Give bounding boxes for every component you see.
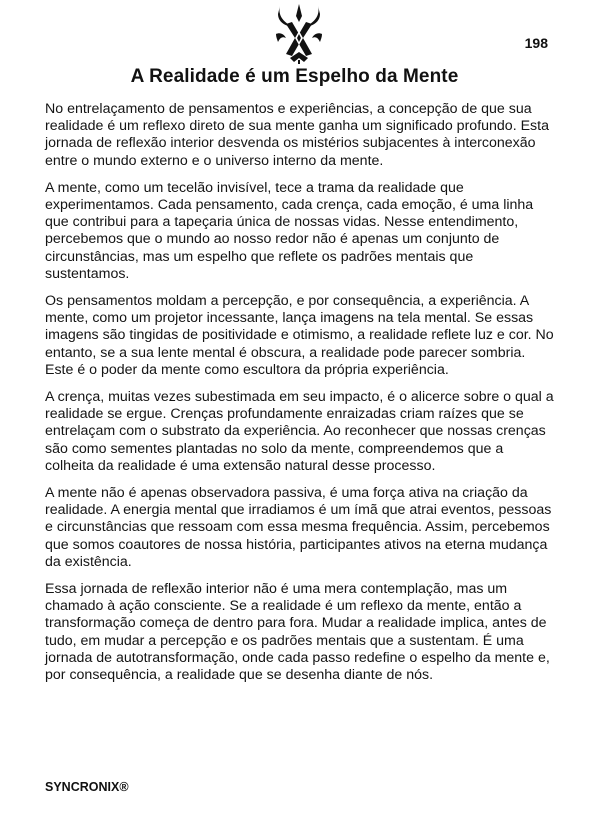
paragraph: Os pensamentos moldam a percepção, e por consequência, a experiência. A mente, como um projetor incessante, lança imagens na tela mental. Se essas imagens são tingidas de positividade e otimismo, a realidade reflete luz e cor. No entanto, se a sua lente mental é obscura, a realidade pode parecer sombria. Este é o poder da mente como escultora da própria experiência.	[45, 293, 554, 378]
footer-brand: SYNCRONIX®	[45, 780, 129, 794]
paragraph: Essa jornada de reflexão interior não é uma mera contemplação, mas um chamado à ação consciente. Se a realidade é um reflexo da mente, então a transformação começa de dentro para fora. Mudar a realidade implica, antes de tudo, em mudar a percepção e os padrões mentais que a sustentam. É uma jornada de autotransformação, onde cada passo redefine o espelho da mente e, por consequência, a realidade que se desenha diante de nós.	[45, 581, 550, 684]
paragraph: No entrelaçamento de pensamentos e experiências, a concepção de que sua realidade é um reflexo direto de sua mente ganha um significado profundo. Esta jornada de reflexão interior desvenda os mistérios subjacentes à interconexão entre o mundo externo e o universo interno da mente.	[45, 101, 549, 169]
page-title: A Realidade é um Espelho da Mente	[130, 66, 459, 87]
page-number: 198	[524, 35, 548, 51]
article-body	[45, 101, 555, 694]
paragraph: A mente não é apenas observadora passiva, é uma força ativa na criação da realidade. A energia mental que irradiamos é um ímã que atrai eventos, pessoas e circunstâncias que ressoam com essa mesma frequência. Assim, percebemos que somos coautores de nossa história, participantes ativos na eterna mudança da existência.	[45, 485, 552, 570]
ornamental-crest-icon	[272, 4, 326, 64]
paragraph: A crença, muitas vezes subestimada em seu impacto, é o alicerce sobre o qual a realidade se ergue. Crenças profundamente enraizadas criam raízes que se entrelaçam com o substrato da experiência. Ao reconhecer que nossas crenças são como sementes plantadas no solo da mente, compreendemos que a colheita da realidade é uma extensão natural desse processo.	[45, 389, 554, 474]
paragraph: A mente, como um tecelão invisível, tece a trama da realidade que experimentamos. Cada pensamento, cada crença, cada emoção, é uma linha que contribui para a tapeçaria única de nossas vidas. Nesse entendimento, percebemos que o mundo ao nosso redor não é apenas um conjunto de circunstâncias, mas um espelho que reflete os padrões mentais que sustentamos.	[45, 179, 534, 282]
